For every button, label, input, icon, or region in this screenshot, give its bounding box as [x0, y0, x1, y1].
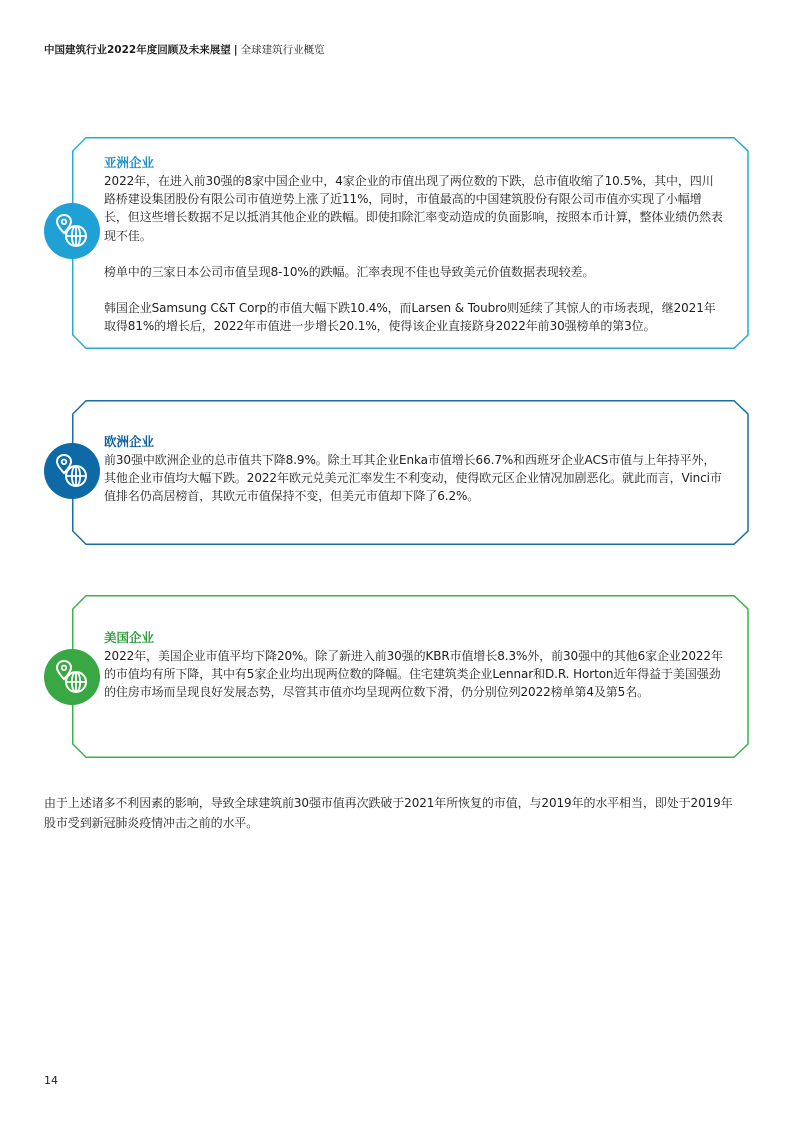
europe-card-title: 欧洲企业 [104, 434, 155, 449]
globe-pin-icon [53, 212, 91, 250]
europe-globe-badge [44, 443, 100, 499]
closing-paragraph: 由于上述诸多不利因素的影响，导致全球建筑前30强市值再次跌破于2021年所恢复的市值，与2019年的水平相当，即处于2019年股市受到新冠肺炎疫情冲击之前的水平。 [44, 796, 733, 830]
page-number: 14 [44, 1074, 58, 1087]
europe-card [72, 400, 749, 545]
globe-pin-icon [53, 452, 91, 490]
asia-paragraph-1: 2022年，在进入前30强的8家中国企业中，4家企业的市值出现了两位数的下跌，总市值收缩了10.5%，其中，四川路桥建设集团股份有限公司市值逆势上涨了近11%，同时，市值最高的中国建筑股份有限公司市值亦实现了小幅增长，但这些增长数据不足以抵消其他企业的跌幅。即使扣除汇率变动造成的负面影响，按照本币计算，整体业绩仍然表现不佳。 [104, 174, 723, 243]
us-globe-badge [44, 649, 100, 705]
asia-globe-badge [44, 203, 100, 259]
asia-paragraph-3: 韩国企业Samsung C&T Corp的市值大幅下跌10.4%，而Larsen & Toubro则延续了其惊人的市场表现，继2021年取得81%的增长后，2022年市值进一步增长20.1%，使得该企业直接跻身2022年前30强榜单的第3位。 [104, 301, 716, 334]
us-card [72, 595, 749, 758]
section-title: 全球建筑行业概览 [240, 44, 325, 56]
us-paragraph-1: 2022年，美国企业市值平均下降20%。除了新进入前30强的KBR市值增长8.3%外，前30强中的其他6家企业2022年的市值均有所下降，其中有5家企业均出现两位数的降幅。住宅建筑类企业Lennar和D.R. Horton近年得益于美国强劲的住房市场而呈现良好发展态势，尽管其市值亦均呈现两位数下滑，仍分别位列2022榜单第4及第5名。 [104, 649, 723, 700]
asia-paragraph-2: 榜单中的三家日本公司市值呈现8-10%的跌幅。汇率表现不佳也导致美元价值数据表现较差。 [104, 264, 595, 279]
us-card-title: 美国企业 [104, 630, 155, 645]
report-title: 中国建筑行业2022年度回顾及未来展望 [44, 44, 231, 56]
running-header [44, 42, 325, 57]
asia-card-title: 亚洲企业 [104, 155, 155, 170]
europe-paragraph-1: 前30强中欧洲企业的总市值共下降8.9%。除土耳其企业Enka市值增长66.7%和西班牙企业ACS市值与上年持平外，其他企业市值均大幅下跌。2022年欧元兑美元汇率发生不利变动，使得欧元区企业情况加剧恶化。就此而言，Vinci市值排名仍高居榜首，其欧元市值保持不变，但美元市值却下降了6.2%。 [104, 453, 722, 504]
globe-pin-icon [53, 658, 91, 696]
header-separator: | [233, 44, 238, 56]
asia-card [72, 137, 749, 349]
